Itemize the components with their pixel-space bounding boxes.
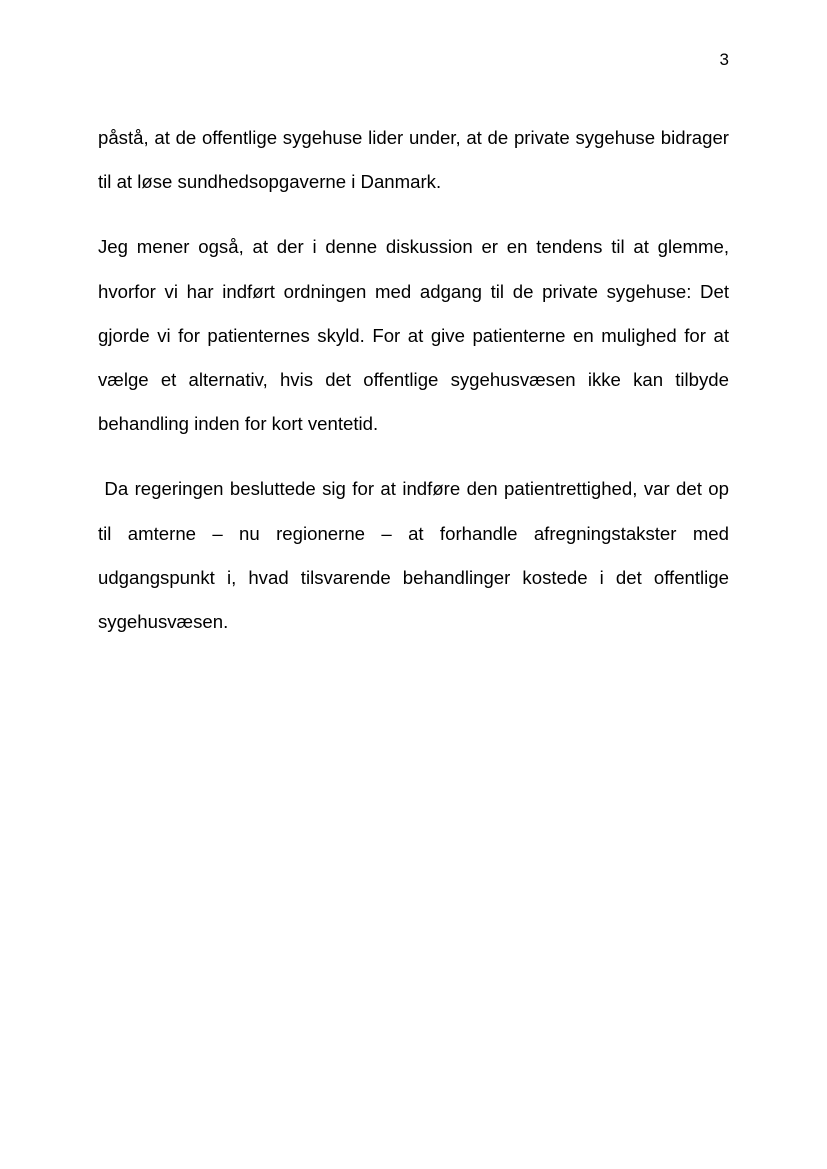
paragraph-3: Da regeringen besluttede sig for at indføre den patientrettighed, var det op til amterne – nu regionerne – at forhandle afregningstakster med udgangspunkt i, hvad tilsvarende behandlinger kostede i det offentlige sygehusvæsen.	[98, 478, 735, 633]
body-text	[98, 116, 735, 665]
paragraph-2: Jeg mener også, at der i denne diskussion er en tendens til at glemme, hvorfor vi har indført ordningen med adgang til de private sygehuse: Det gjorde vi for patienternes skyld. For at give patienterne en mulighed for at vælge et alternativ, hvis det offentlige sygehusvæsen ikke kan tilbyde behandling inden for kort ventetid.	[98, 236, 729, 435]
paragraph-1: påstå, at de offentlige sygehuse lider under, at de private sygehuse bidrager til at løse sundhedsopgaverne i Danmark.	[98, 127, 729, 193]
page-number: 3	[719, 50, 729, 69]
